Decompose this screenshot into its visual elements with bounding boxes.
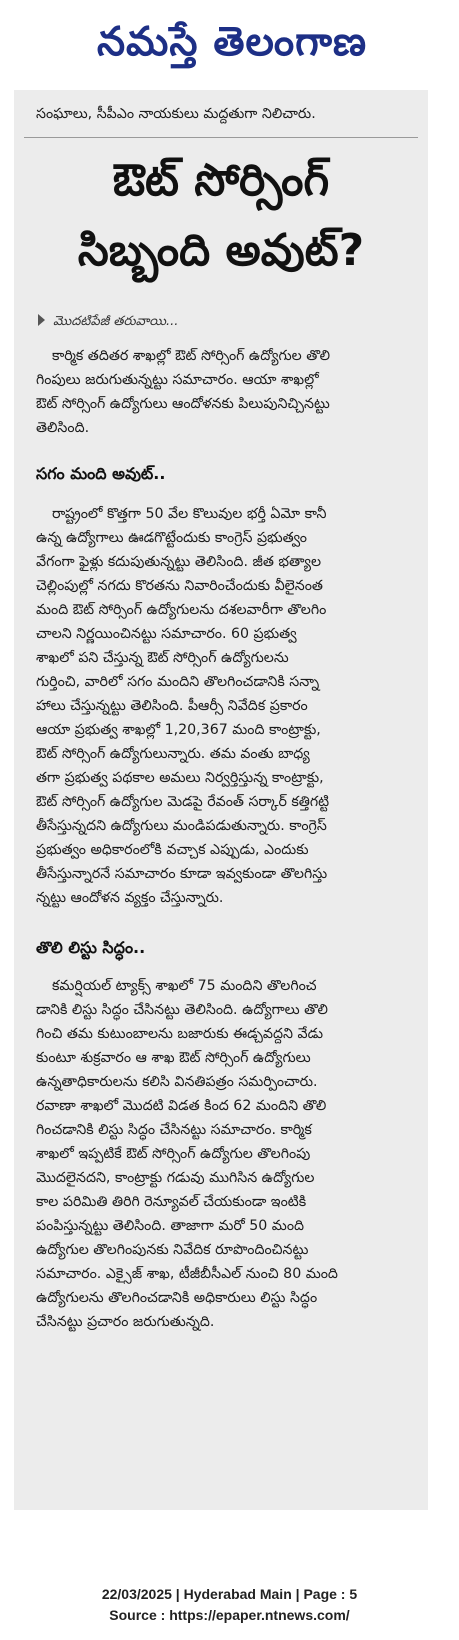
text-line: న్నట్టు ఆందోళన వ్యక్తం చేస్తున్నారు. [36,890,224,906]
text-line: సమాచారం. ఎక్సైజ్ శాఖ, టీజీబీసీఎల్ నుంచి 80 మంది [36,1266,338,1282]
text-line: చాలని నిర్ణయించినట్టు సమాచారం. 60 ప్రభుత్వ [36,626,297,642]
text-line: చేసినట్టు ప్రచారం జరుగుతున్నది. [36,1314,215,1330]
text-line: గించి తమ కుటుంబాలను బజారుకు ఈడ్చవద్దని వేడు [36,1026,323,1042]
headline-line-2: సిబ్బంది అవుట్? [77,225,365,276]
subhead-2: తొలి లిస్టు సిద్ధం.. [36,938,146,957]
text-line: గుర్తించి, వారిలో సగం మందిని తొలగించడానికి సన్నా [36,674,320,690]
text-line: పంపిస్తున్నట్టు తెలిసింది. తాజాగా మరో 50 మంది [36,1218,305,1234]
continued-line: సంఘాలు, సీపీఎం నాయకులు మద్దతుగా నిలిచారు. [36,106,316,122]
text-line: రాష్ట్రంలో కొత్తగా 50 వేల కొలువుల భర్తీ ఏమో కానీ [52,506,327,522]
jump-text: మొదటిపేజీ తరువాయి... [53,314,179,329]
text-line: ఔట్ సోర్సింగ్ ఉద్యోగులు ఆందోళనకు పిలుపునిచ్చినట్టు [36,396,330,412]
footer-date-edition: 22/03/2025 | Hyderabad Main | Page : 5 [101,1586,358,1602]
text-line: శాఖలో ఇప్పటికే ఔట్ సోర్సింగ్ ఉద్యోగుల తొలగింపు [36,1146,311,1162]
text-line: కాల పరిమితి తిరిగి రెన్యూవల్ చేయకుండా ఇంటికి [36,1194,307,1210]
article-clip [14,90,428,1510]
text-line: తెలిసింది. [36,420,90,436]
subhead-1: సగం మంది అవుట్.. [36,464,166,483]
text-line: డానికి లిస్టు సిద్ధం చేసినట్టు తెలిసింది. ఉద్యోగాలు తొలి [36,1002,328,1018]
text-line: గింపులు జరుగుతున్నట్టు సమాచారం. ఆయా శాఖల్లో [36,372,319,388]
text-line: శాఖలో పని చేస్తున్న ఔట్ సోర్సింగ్ ఉద్యోగులను [36,650,289,666]
text-line: ఔట్ సోర్సింగ్ ఉద్యోగుల మెడపై రేవంత్ సర్కార్ కత్తిగట్టి [36,794,330,810]
text-line: వేగంగా ఫైళ్లు కదుపుతున్నట్టు తెలిసింది. జీత భత్యాల [36,554,322,570]
text-line: గించడానికి లిస్టు సిద్ధం చేసినట్టు సమాచారం. కార్మిక [36,1122,312,1138]
jump-line [38,312,178,332]
text-line: తీసేస్తున్నారనే సమాచారం కూడా ఇవ్వకుండా తొలగిస్తు [36,866,328,882]
text-line: కమర్షియల్ ట్యాక్స్ శాఖలో 75 మందిని తొలగించ [52,978,317,994]
headline-line-1: ఔట్ సోర్సింగ్ [112,155,330,206]
text-line: కార్మిక తదితర శాఖల్లో ఔట్ సోర్సింగ్ ఉద్యోగుల తొలి [52,348,330,364]
text-line: తీసేస్తున్నదని ఉద్యోగులు మండిపడుతున్నారు. కాంగ్రెస్ [36,818,327,834]
continued-line-cut [36,88,408,102]
text-line: ఉన్న ఉద్యోగాలు ఊడగొట్టేందుకు కాంగ్రెస్ ప్రభుత్వం [36,530,307,546]
text-line: ప్రభుత్వం అధికారంలోకి వచ్చాక ఎప్పుడు, ఎందుకు [36,842,309,858]
text-line: ఆయా ప్రభుత్వ శాఖల్లో 1,20,367 మంది కాంట్రాక్టు, [36,722,321,738]
text-line: కుంటూ శుక్రవారం ఆ శాఖ ఔట్ సోర్సింగ్ ఉద్యోగులు [36,1050,311,1066]
footer-source: Source : https://epaper.ntnews.com/ [109,1607,350,1623]
arrow-right-icon [38,314,45,326]
text-line: మొదలైనదని, కాంట్రాక్టు గడువు ముగిసిన ఉద్యోగుల [36,1170,315,1186]
masthead [0,0,459,88]
text-line: ఉద్యోగుల తొలగింపునకు నివేదిక రూపొందించినట్టు [36,1242,309,1258]
text-line: మంది ఔట్ సోర్సింగ్ ఉద్యోగులను దశలవారీగా తొలగిం [36,602,327,618]
divider-rule [24,137,418,138]
text-line: ఔట్ సోర్సింగ్ ఉద్యోగులున్నారు. తమ వంతు బాధ్య [36,746,310,762]
text-line: హాలు చేస్తున్నట్టు తెలిసింది. పీఆర్సీ నివేదిక ప్రకారం [36,698,308,714]
text-line: రవాణా శాఖలో మొదటి విడత కింద 62 మందిని తొలి [36,1098,327,1114]
masthead-logo: నమస్తే తెలంగాణ [96,18,368,65]
text-line: ఉద్యోగులను తొలగించడానికి అధికారులు లిస్టు సిద్ధం [36,1290,318,1306]
text-line: ఉన్నతాధికారులను కలిసి వినతిపత్రం సమర్పించారు. [36,1074,318,1090]
text-line: తగా ప్రభుత్వ పథకాల అమలు నిర్వర్తిస్తున్న కాంట్రాక్టు, [36,770,324,786]
text-line: చెల్లింపుల్లో నగదు కొరతను నివారించేందుకు వీలైనంత [36,578,323,594]
